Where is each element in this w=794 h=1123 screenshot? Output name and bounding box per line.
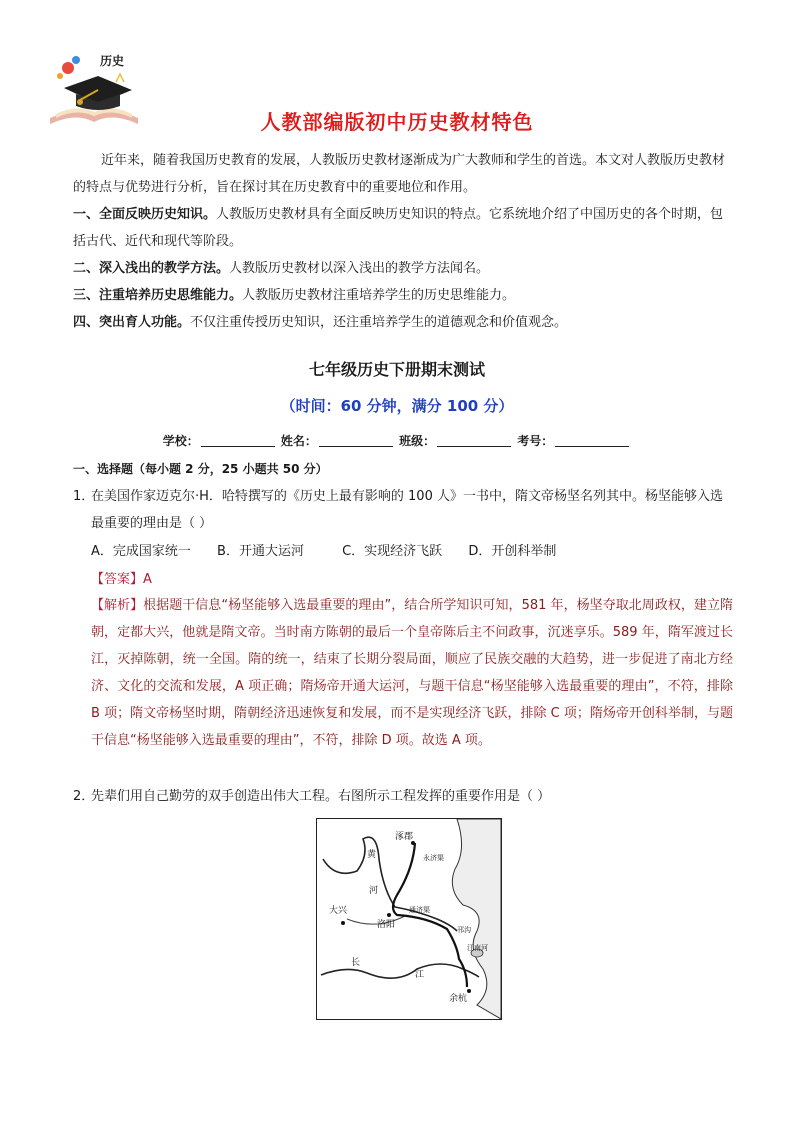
point-1-body: 人教版历史教材具有全面反映历史知识的特点。它系统地介绍了中国历史的各个时期，包括古代、近代和现代等阶段。: [73, 207, 724, 249]
school-field[interactable]: [201, 446, 275, 447]
question-1-number: 1．: [73, 489, 95, 504]
map-label-hangou: 邗沟: [457, 926, 471, 934]
intro-paragraph: 近年来，随着我国历史教育的发展，人教版历史教材逐渐成为广大教师和学生的首选。本文对人教版历史教材的特点与优势进行分析，旨在探讨其在历史教育中的重要地位和作用。: [73, 153, 726, 195]
student-info-fields: [0, 432, 794, 449]
question-2-number: 2．: [73, 789, 95, 804]
question-1-stem: 在美国作家迈克尔·H．哈特撰写的《历史上最有影响的 100 人》一书中，隋文帝杨坚名列其中。杨坚能够入选最重要的理由是（ ）: [91, 489, 723, 531]
map-label-chang: 长: [351, 958, 361, 968]
option-d[interactable]: D．开创科举制: [468, 544, 557, 559]
map-label-yongji-canal: 永济渠: [423, 854, 444, 862]
point-1-head: 一、全面反映历史知识。: [73, 207, 217, 222]
point-4: [73, 309, 733, 336]
point-3-body: 人教版历史教材注重培养学生的历史思维能力。: [242, 288, 516, 303]
school-label: 学校：: [162, 434, 199, 448]
name-label: 姓名：: [280, 434, 317, 448]
map-label-tongji-canal: 通济渠: [409, 906, 430, 914]
point-1: [73, 201, 733, 255]
point-2: [73, 255, 733, 282]
exam-number-field[interactable]: [555, 446, 629, 447]
question-1-options: [91, 540, 578, 559]
point-3-head: 三、注重培养历史思维能力。: [73, 288, 243, 303]
map-label-huang: 黄: [367, 850, 377, 860]
class-field[interactable]: [437, 446, 511, 447]
question-2: [73, 783, 733, 810]
option-a[interactable]: A．完成国家统一: [91, 544, 191, 559]
point-2-head: 二、深入浅出的教学方法。: [73, 261, 230, 276]
exam-subtitle: （时间：60 分钟，满分 100 分）: [280, 397, 514, 415]
point-3: [73, 282, 733, 309]
map-label-yuhang: 余杭: [449, 994, 468, 1004]
point-2-body: 人教版历史教材以深入浅出的教学方法闻名。: [229, 261, 490, 276]
page-title: 人教部编版初中历史教材特色: [260, 110, 534, 134]
class-label: 班级：: [399, 434, 436, 448]
section-heading: 一、选择题（每小题 2 分，25 小题共 50 分）: [73, 462, 328, 476]
analysis-text: 根据题干信息“杨坚能够入选最重要的理由”，结合所学知识可知，581 年，杨坚夺取北周政权，建立隋朝，定都大兴，他就是隋文帝。当时南方陈朝的最后一个皇帝陈后主不问政事，沉迷享乐。589 年，隋军渡过长江，灭掉陈朝，统一全国。隋的统一，结束了长期分裂局面，顺应了民族交融的大趋势，进一步促进了南北方经济、文化的交流和发展，A 项正确；隋炀帝开通大运河，与题干信息“杨坚能够入选最重要的理由”，不符，排除 B 项；隋文帝杨坚时期，隋朝经济迅速恢复和发展，而不是实现经济飞跃，排除 C 项；隋炀帝开创科举制，与题干信息“杨坚能够入选最重要的理由”，不符，排除 D 项。故选 A 项。: [91, 598, 733, 748]
analysis-tag: 【解析】: [91, 598, 144, 613]
map-label-he: 河: [369, 886, 379, 896]
exam-number-label: 考号：: [517, 434, 554, 448]
question-1: [73, 483, 733, 537]
point-4-body: 不仅注重传授历史知识，还注重培养学生的道德观念和价值观念。: [190, 315, 568, 330]
map-label-zhuojun: 涿郡: [395, 832, 414, 842]
exam-title: 七年级历史下册期末测试: [308, 360, 485, 379]
name-field[interactable]: [319, 446, 393, 447]
map-drawing: [317, 819, 501, 1019]
map-label-luoyang: 洛阳: [377, 920, 396, 930]
question-1-analysis: [91, 592, 733, 754]
option-c[interactable]: C．实现经济飞跃: [342, 544, 443, 559]
map-label-daxing: 大兴: [329, 906, 348, 916]
question-1-answer: 【答案】A: [91, 572, 152, 587]
map-label-jiangnan-canal: 江南河: [467, 944, 488, 952]
grand-canal-map: [316, 818, 502, 1020]
question-2-stem: 先辈们用自己勤劳的双手创造出伟大工程。右图所示工程发挥的重要作用是（ ）: [91, 789, 551, 804]
subject-label: 历史: [100, 54, 125, 68]
option-b[interactable]: B．开通大运河: [217, 544, 304, 559]
map-label-jiang: 江: [415, 970, 425, 980]
point-4-head: 四、突出育人功能。: [73, 315, 191, 330]
